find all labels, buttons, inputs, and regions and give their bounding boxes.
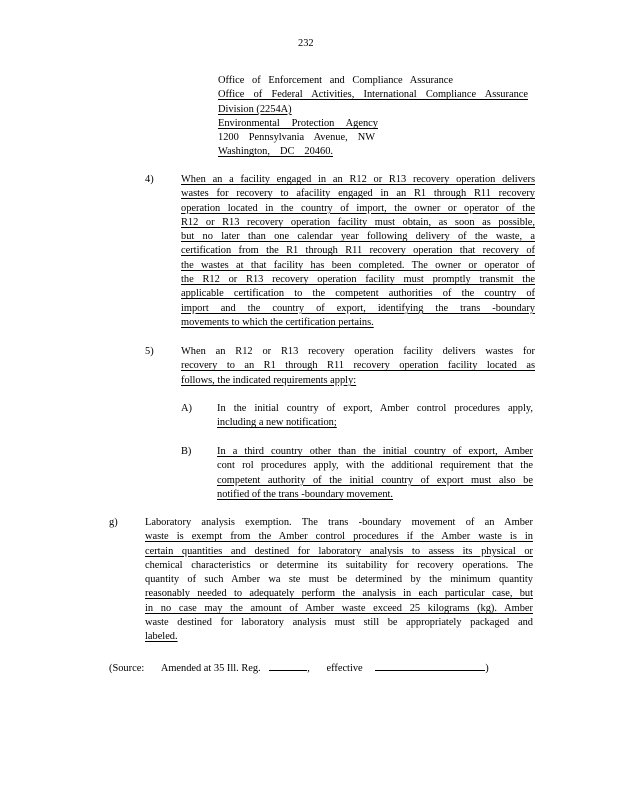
item-body xyxy=(181,345,535,388)
body-line: including a new notification; xyxy=(217,417,337,429)
body-line: chemical characteristics or determine its suitability for recovery operations. The xyxy=(145,559,533,571)
source-effective: effective xyxy=(326,663,363,674)
source-close: ) xyxy=(485,663,489,674)
item-body xyxy=(181,173,535,330)
item-5 xyxy=(145,345,535,388)
body-line: waste destined for laboratory analysis must still be appropriately packaged and xyxy=(145,617,533,629)
body-line: notified of the trans -boundary movement. xyxy=(217,488,394,500)
item-label: g) xyxy=(109,517,118,528)
body-line: waste is exempt from the Amber control procedures if the Amber waste is in xyxy=(145,531,533,543)
body-line: the R12 or R13 recovery operation facility must promptly transmit the xyxy=(181,274,535,286)
body-line: In a third country other than the initial country of export, Amber xyxy=(217,446,533,457)
effective-date-blank xyxy=(375,659,485,671)
body-line: certain quantities and destined for laboratory analysis to assess its physical or xyxy=(145,545,533,557)
item-a xyxy=(181,402,533,431)
body-line: applicable certification to the competent authorities of the country of xyxy=(181,288,535,300)
body-line: competent authority of the initial country of export must also be xyxy=(217,474,533,486)
body-line: R12 or R13 recovery operation facility must obtain, as soon as possible, xyxy=(181,216,535,228)
address-line: Washington, DC 20460. xyxy=(218,146,333,158)
body-line: but no later than one calendar year following delivery of the waste, a xyxy=(181,231,535,243)
body-line: certification from the R1 through R11 recovery operation that recovery of xyxy=(181,245,535,257)
body-line: operation located in the country of import, the owner or operator of the xyxy=(181,202,535,214)
item-body xyxy=(217,445,533,502)
body-line: When an a facility engaged in an R12 or R13 recovery operation delivers xyxy=(181,174,535,185)
register-blank xyxy=(269,659,307,671)
body-line: wastes for recovery to afacility engaged in an R1 through R11 recovery xyxy=(181,188,535,200)
body-line: labeled. xyxy=(145,631,178,643)
body-line: movements to which the certification pertains. xyxy=(181,316,374,328)
source-amended: Amended at 35 Ill. Reg. xyxy=(160,663,261,674)
address-line: Office of Federal Activities, International Compliance Assurance xyxy=(218,89,528,101)
body-line: the wastes at that facility has been completed. The owner or operator of xyxy=(181,259,535,271)
source-open: (Source: xyxy=(109,663,145,674)
address-line: Environmental Protection Agency xyxy=(218,117,378,129)
body-line: cont rol procedures apply, with the additional requirement that the xyxy=(217,460,533,472)
address-line: Office of Enforcement and Compliance Assurance xyxy=(218,75,453,86)
item-4 xyxy=(145,173,535,330)
body-line: follows, the indicated requirements apply: xyxy=(181,374,357,386)
item-b xyxy=(181,445,533,502)
item-label: A) xyxy=(181,403,192,414)
item-label: 5) xyxy=(145,346,154,357)
item-g xyxy=(109,516,533,645)
item-label: 4) xyxy=(145,174,154,185)
body-line: Laboratory analysis exemption. The trans -boundary movement of an Amber xyxy=(145,517,533,528)
item-body xyxy=(145,516,533,645)
body-line: In the initial country of export, Amber control procedures apply, xyxy=(217,403,533,414)
body-line: import and the country of export, identifying the trans -boundary xyxy=(181,302,535,314)
body-line: in no case may the amount of Amber waste exceed 25 kilograms (kg). Amber xyxy=(145,602,533,614)
body-line: reasonably needed to adequately perform the analysis in each particular case, but xyxy=(145,588,533,600)
address-line: 1200 Pennsylvania Avenue, NW xyxy=(218,132,375,144)
source-note xyxy=(109,659,509,676)
body-line: quantity of such Amber wa ste must be determined by the minimum quantity xyxy=(145,574,533,586)
item-body xyxy=(217,402,533,431)
source-comma: , xyxy=(307,663,310,674)
address-block xyxy=(218,74,528,160)
page-number: 232 xyxy=(298,38,314,49)
item-label: B) xyxy=(181,446,192,457)
body-line: recovery to an R1 through R11 recovery operation facility located as xyxy=(181,360,535,372)
body-line: When an R12 or R13 recovery operation facility delivers wastes for xyxy=(181,346,535,357)
address-line: Division (2254A) xyxy=(218,103,292,115)
